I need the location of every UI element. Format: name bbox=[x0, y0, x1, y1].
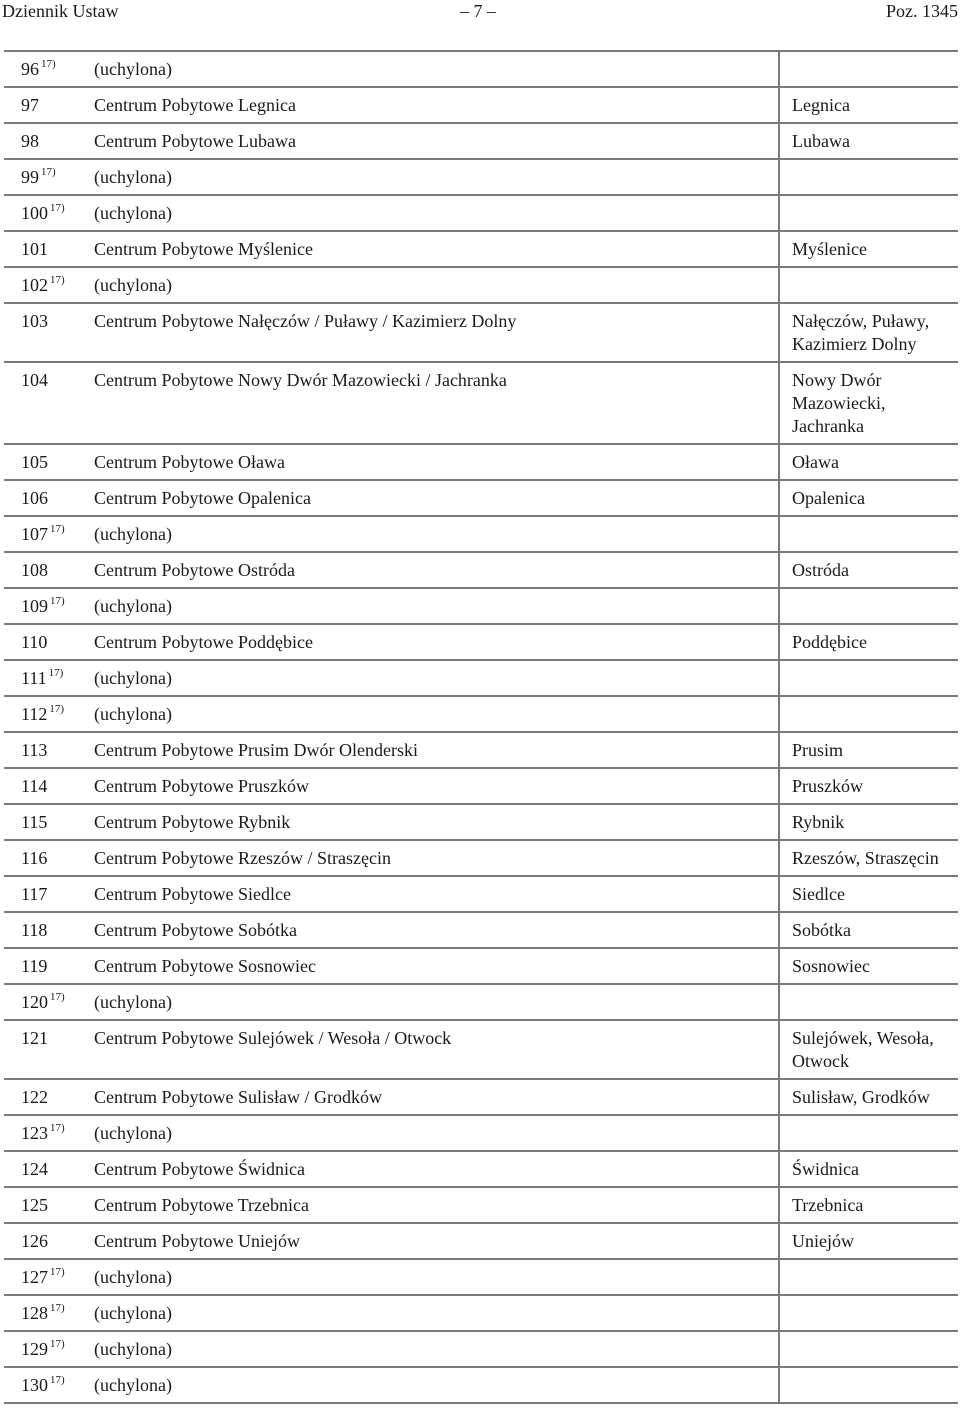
row-number: 125 bbox=[21, 1195, 48, 1215]
footnote-ref: 17) bbox=[50, 1122, 65, 1134]
row-number-cell bbox=[4, 480, 88, 516]
table-row bbox=[4, 984, 958, 1020]
table-row bbox=[4, 732, 958, 768]
center-name: Centrum Pobytowe Nałęczów / Puławy / Kazimierz Dolny bbox=[88, 303, 779, 362]
row-number-cell bbox=[4, 195, 88, 231]
center-location bbox=[779, 1367, 958, 1403]
center-name: Centrum Pobytowe Ostróda bbox=[88, 552, 779, 588]
center-name: Centrum Pobytowe Sulejówek / Wesoła / Otwock bbox=[88, 1020, 779, 1079]
center-location: Pruszków bbox=[779, 768, 958, 804]
table-row bbox=[4, 195, 958, 231]
footnote-ref: 17) bbox=[50, 1374, 65, 1386]
row-number-cell bbox=[4, 1295, 88, 1331]
center-name: (uchylona) bbox=[88, 267, 779, 303]
center-location: Ostróda bbox=[779, 552, 958, 588]
row-number: 106 bbox=[21, 488, 48, 508]
center-name: (uchylona) bbox=[88, 1295, 779, 1331]
center-location bbox=[779, 1295, 958, 1331]
row-number-cell bbox=[4, 516, 88, 552]
table-row bbox=[4, 123, 958, 159]
row-number-cell bbox=[4, 51, 88, 87]
row-number-cell bbox=[4, 624, 88, 660]
table-row bbox=[4, 1223, 958, 1259]
center-name: Centrum Pobytowe Sulisław / Grodków bbox=[88, 1079, 779, 1115]
row-number: 108 bbox=[21, 560, 48, 580]
table-row bbox=[4, 552, 958, 588]
center-location: Sobótka bbox=[779, 912, 958, 948]
center-location bbox=[779, 1115, 958, 1151]
center-location: Nałęczów, Puławy, Kazimierz Dolny bbox=[779, 303, 958, 362]
page-header bbox=[0, 0, 960, 24]
center-name: (uchylona) bbox=[88, 1331, 779, 1367]
table-row bbox=[4, 1259, 958, 1295]
row-number-cell bbox=[4, 840, 88, 876]
center-location bbox=[779, 588, 958, 624]
center-location: Myślenice bbox=[779, 231, 958, 267]
center-name: Centrum Pobytowe Sobótka bbox=[88, 912, 779, 948]
center-location: Rybnik bbox=[779, 804, 958, 840]
table-row bbox=[4, 159, 958, 195]
center-location: Siedlce bbox=[779, 876, 958, 912]
center-location: Poddębice bbox=[779, 624, 958, 660]
center-location: Trzebnica bbox=[779, 1187, 958, 1223]
center-location: Lubawa bbox=[779, 123, 958, 159]
center-location: Oława bbox=[779, 444, 958, 480]
center-name: Centrum Pobytowe Lubawa bbox=[88, 123, 779, 159]
centers-table-body bbox=[4, 51, 958, 1403]
table-row bbox=[4, 87, 958, 123]
center-name: Centrum Pobytowe Pruszków bbox=[88, 768, 779, 804]
center-location bbox=[779, 51, 958, 87]
center-name: (uchylona) bbox=[88, 1259, 779, 1295]
row-number: 128 bbox=[21, 1303, 48, 1323]
table-row bbox=[4, 1151, 958, 1187]
center-location bbox=[779, 159, 958, 195]
row-number: 102 bbox=[21, 275, 48, 295]
center-name: (uchylona) bbox=[88, 516, 779, 552]
row-number-cell bbox=[4, 444, 88, 480]
center-location bbox=[779, 267, 958, 303]
row-number-cell bbox=[4, 362, 88, 444]
table-row bbox=[4, 1367, 958, 1403]
row-number: 110 bbox=[21, 632, 48, 652]
row-number-cell bbox=[4, 1331, 88, 1367]
footnote-ref: 17) bbox=[50, 595, 65, 607]
table-row bbox=[4, 660, 958, 696]
page-number: – 7 – bbox=[460, 1, 496, 21]
row-number: 99 bbox=[21, 167, 39, 187]
center-name: Centrum Pobytowe Uniejów bbox=[88, 1223, 779, 1259]
center-name: Centrum Pobytowe Oława bbox=[88, 444, 779, 480]
footnote-ref: 17) bbox=[50, 1302, 65, 1314]
footnote-ref: 17) bbox=[50, 1338, 65, 1350]
row-number-cell bbox=[4, 696, 88, 732]
table-row bbox=[4, 912, 958, 948]
row-number: 116 bbox=[21, 848, 48, 868]
center-name: Centrum Pobytowe Poddębice bbox=[88, 624, 779, 660]
table-row bbox=[4, 948, 958, 984]
row-number: 121 bbox=[21, 1028, 48, 1048]
table-row bbox=[4, 267, 958, 303]
row-number-cell bbox=[4, 303, 88, 362]
center-location: Rzeszów, Straszęcin bbox=[779, 840, 958, 876]
center-name: (uchylona) bbox=[88, 660, 779, 696]
row-number: 105 bbox=[21, 452, 48, 472]
center-name: Centrum Pobytowe Rzeszów / Straszęcin bbox=[88, 840, 779, 876]
center-location: Legnica bbox=[779, 87, 958, 123]
row-number-cell bbox=[4, 87, 88, 123]
center-location: Sosnowiec bbox=[779, 948, 958, 984]
row-number: 120 bbox=[21, 992, 48, 1012]
center-name: Centrum Pobytowe Świdnica bbox=[88, 1151, 779, 1187]
table-row bbox=[4, 624, 958, 660]
center-location bbox=[779, 195, 958, 231]
center-name: (uchylona) bbox=[88, 1115, 779, 1151]
table-row bbox=[4, 51, 958, 87]
row-number-cell bbox=[4, 1187, 88, 1223]
footnote-ref: 17) bbox=[50, 523, 65, 535]
center-name: Centrum Pobytowe Myślenice bbox=[88, 231, 779, 267]
row-number-cell bbox=[4, 984, 88, 1020]
center-name: Centrum Pobytowe Trzebnica bbox=[88, 1187, 779, 1223]
row-number: 103 bbox=[21, 311, 48, 331]
row-number: 124 bbox=[21, 1159, 48, 1179]
row-number-cell bbox=[4, 732, 88, 768]
row-number: 117 bbox=[21, 884, 48, 904]
center-name: Centrum Pobytowe Opalenica bbox=[88, 480, 779, 516]
center-location bbox=[779, 1259, 958, 1295]
table-row bbox=[4, 1020, 958, 1079]
table-row bbox=[4, 1079, 958, 1115]
row-number-cell bbox=[4, 1079, 88, 1115]
row-number: 98 bbox=[21, 131, 39, 151]
position-number: Poz. 1345 bbox=[886, 1, 958, 21]
row-number-cell bbox=[4, 768, 88, 804]
center-name: Centrum Pobytowe Nowy Dwór Mazowiecki / Jachranka bbox=[88, 362, 779, 444]
row-number: 107 bbox=[21, 524, 48, 544]
row-number: 109 bbox=[21, 596, 48, 616]
table-row bbox=[4, 696, 958, 732]
center-name: Centrum Pobytowe Prusim Dwór Olenderski bbox=[88, 732, 779, 768]
center-location: Uniejów bbox=[779, 1223, 958, 1259]
table-row bbox=[4, 480, 958, 516]
row-number-cell bbox=[4, 912, 88, 948]
table-row bbox=[4, 768, 958, 804]
table-row bbox=[4, 804, 958, 840]
row-number-cell bbox=[4, 588, 88, 624]
center-location bbox=[779, 984, 958, 1020]
center-location: Sulisław, Grodków bbox=[779, 1079, 958, 1115]
table-row bbox=[4, 444, 958, 480]
footnote-ref: 17) bbox=[49, 703, 65, 715]
row-number: 115 bbox=[21, 812, 48, 832]
row-number: 112 bbox=[21, 704, 48, 724]
center-location: Prusim bbox=[779, 732, 958, 768]
row-number-cell bbox=[4, 1115, 88, 1151]
row-number-cell bbox=[4, 876, 88, 912]
center-name: Centrum Pobytowe Rybnik bbox=[88, 804, 779, 840]
row-number-cell bbox=[4, 231, 88, 267]
center-location bbox=[779, 1331, 958, 1367]
footnote-ref: 17) bbox=[48, 667, 64, 679]
row-number: 97 bbox=[21, 95, 39, 115]
footnote-ref: 17) bbox=[50, 202, 65, 214]
footnote-ref: 17) bbox=[50, 1266, 65, 1278]
table-row bbox=[4, 303, 958, 362]
center-location bbox=[779, 516, 958, 552]
center-location: Nowy Dwór Mazowiecki, Jachranka bbox=[779, 362, 958, 444]
center-name: (uchylona) bbox=[88, 195, 779, 231]
row-number-cell bbox=[4, 552, 88, 588]
table-row bbox=[4, 876, 958, 912]
row-number: 126 bbox=[21, 1231, 48, 1251]
center-location bbox=[779, 696, 958, 732]
row-number-cell bbox=[4, 1223, 88, 1259]
table-row bbox=[4, 516, 958, 552]
center-name: (uchylona) bbox=[88, 696, 779, 732]
row-number: 119 bbox=[21, 956, 48, 976]
row-number: 129 bbox=[21, 1339, 48, 1359]
center-name: (uchylona) bbox=[88, 159, 779, 195]
table-row bbox=[4, 1331, 958, 1367]
row-number: 111 bbox=[21, 668, 47, 688]
row-number: 127 bbox=[21, 1267, 48, 1287]
table-row bbox=[4, 362, 958, 444]
centers-table bbox=[4, 50, 958, 1404]
center-location: Sulejówek, Wesoła, Otwock bbox=[779, 1020, 958, 1079]
row-number: 130 bbox=[21, 1375, 48, 1395]
center-name: (uchylona) bbox=[88, 588, 779, 624]
row-number-cell bbox=[4, 1259, 88, 1295]
row-number-cell bbox=[4, 1367, 88, 1403]
row-number: 96 bbox=[21, 59, 39, 79]
table-row bbox=[4, 1115, 958, 1151]
center-name: Centrum Pobytowe Sosnowiec bbox=[88, 948, 779, 984]
center-name: (uchylona) bbox=[88, 984, 779, 1020]
table-row bbox=[4, 1295, 958, 1331]
center-location: Opalenica bbox=[779, 480, 958, 516]
row-number-cell bbox=[4, 1151, 88, 1187]
row-number: 123 bbox=[21, 1123, 48, 1143]
row-number-cell bbox=[4, 123, 88, 159]
row-number: 104 bbox=[21, 370, 48, 390]
table-row bbox=[4, 840, 958, 876]
row-number-cell bbox=[4, 804, 88, 840]
journal-title: Dziennik Ustaw bbox=[2, 1, 119, 21]
footnote-ref: 17) bbox=[50, 274, 65, 286]
center-name: Centrum Pobytowe Siedlce bbox=[88, 876, 779, 912]
row-number-cell bbox=[4, 948, 88, 984]
row-number-cell bbox=[4, 1020, 88, 1079]
row-number: 122 bbox=[21, 1087, 48, 1107]
center-name: Centrum Pobytowe Legnica bbox=[88, 87, 779, 123]
center-name: (uchylona) bbox=[88, 51, 779, 87]
row-number: 100 bbox=[21, 203, 48, 223]
table-row bbox=[4, 231, 958, 267]
row-number: 113 bbox=[21, 740, 48, 760]
row-number-cell bbox=[4, 159, 88, 195]
center-location bbox=[779, 660, 958, 696]
table-row bbox=[4, 1187, 958, 1223]
row-number: 114 bbox=[21, 776, 48, 796]
table-row bbox=[4, 588, 958, 624]
footnote-ref: 17) bbox=[50, 991, 65, 1003]
row-number-cell bbox=[4, 660, 88, 696]
row-number: 101 bbox=[21, 239, 48, 259]
row-number-cell bbox=[4, 267, 88, 303]
footnote-ref: 17) bbox=[41, 58, 56, 70]
footnote-ref: 17) bbox=[41, 166, 56, 178]
center-name: (uchylona) bbox=[88, 1367, 779, 1403]
center-location: Świdnica bbox=[779, 1151, 958, 1187]
row-number: 118 bbox=[21, 920, 48, 940]
